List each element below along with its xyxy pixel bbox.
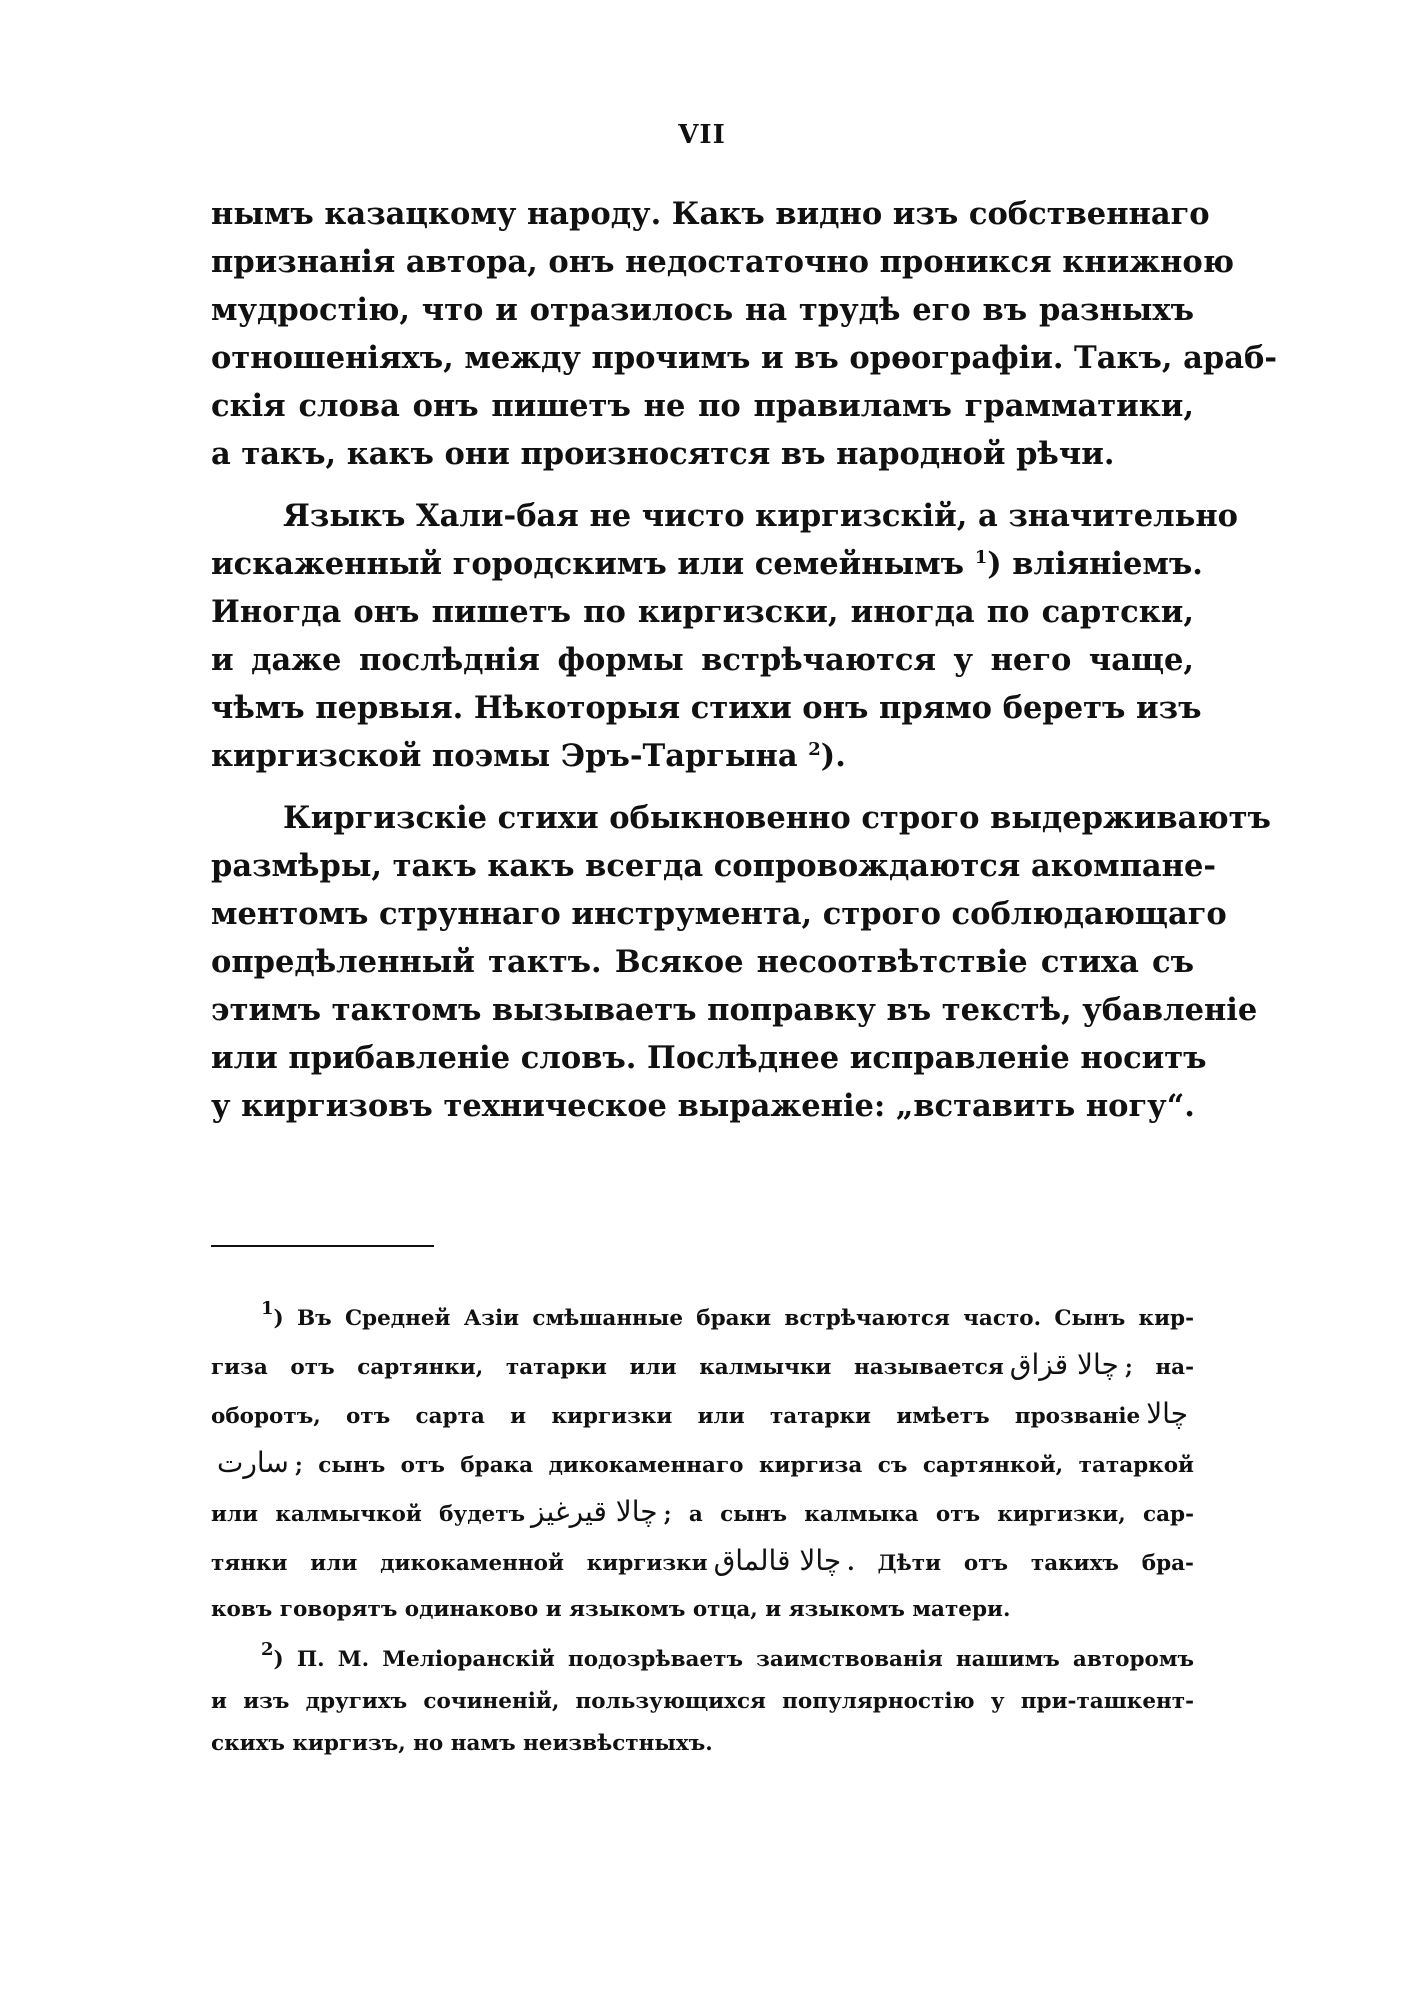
line-text: . Дѣти отъ такихъ бра- xyxy=(847,1551,1194,1576)
line-text: ). xyxy=(820,738,846,774)
paragraph-1 xyxy=(211,190,1278,478)
line-text: оборотъ, отъ сарта и киргизки или татарки имѣетъ прозваніе xyxy=(211,1404,1141,1429)
footnote-line xyxy=(211,1391,1194,1440)
text-line: размѣры, такъ какъ всегда сопровождаются акомпане- xyxy=(211,848,1217,884)
line-text: киргизской поэмы Эръ-Таргына xyxy=(211,738,809,774)
arabic-term: سارت xyxy=(217,1446,289,1479)
arabic-term: چالا xyxy=(1146,1397,1188,1430)
footnote-marker-2: 2 xyxy=(261,1639,274,1660)
arabic-term: چالا قالماق xyxy=(713,1544,842,1577)
arabic-term: چالا قیرغیز xyxy=(531,1495,658,1528)
footnote-line xyxy=(211,1440,1194,1489)
footnote-line: ковъ говорятъ одинаково и языкомъ отца, и языкомъ матери. xyxy=(211,1597,1011,1622)
footnote-line: и изъ другихъ сочиненій, пользующихся популярностію у при-ташкент- xyxy=(211,1689,1194,1714)
text-line: Языкъ Хали-бая не чисто киргизскій, а значительно xyxy=(283,498,1239,534)
text-line: чѣмъ первыя. Нѣкоторыя стихи онъ прямо беретъ изъ xyxy=(211,690,1202,726)
text-line: у киргизовъ техническое выраженіе: „вставить ногу“. xyxy=(211,1088,1195,1124)
text-line: отношеніяхъ, между прочимъ и въ орѳографіи. Такъ, араб- xyxy=(211,340,1278,376)
line-text: гиза отъ сартянки, татарки или калмычки называется xyxy=(211,1355,1004,1380)
text-line: скія слова онъ пишетъ не по правиламъ грамматики, xyxy=(211,388,1194,424)
line-text: ; на- xyxy=(1124,1355,1195,1380)
text-line: и даже послѣднія формы встрѣчаются у него чаще, xyxy=(211,642,1194,678)
page-number: VII xyxy=(678,120,726,150)
footnote-line xyxy=(211,1489,1194,1538)
text-line: опредѣленный тактъ. Всякое несоотвѣтствіе стиха съ xyxy=(211,944,1194,980)
footnote-separator xyxy=(211,1245,434,1247)
line-text: искаженный городскимъ или семейнымъ xyxy=(211,546,975,582)
text-line: Киргизскіе стихи обыкновенно строго выдерживаютъ xyxy=(283,800,1271,836)
line-text: ; сынъ отъ брака дикокаменнаго киргиза съ сартянкой, татаркой xyxy=(294,1453,1194,1478)
footnote-2 xyxy=(211,1639,1194,1765)
footnotes xyxy=(211,1296,1194,1765)
footnote-ref-1[interactable]: 1 xyxy=(974,547,988,568)
text-line: а такъ, какъ они произносятся въ народной рѣчи. xyxy=(211,436,1115,472)
footnote-line xyxy=(211,1296,1194,1342)
line-text: ) П. М. Меліоранскій подозрѣваетъ заимствованія нашимъ авторомъ xyxy=(273,1647,1194,1672)
line-text: тянки или дикокаменной киргизки xyxy=(211,1551,708,1576)
footnote-line xyxy=(211,1342,1194,1391)
footnote-line: скихъ киргизъ, но намъ неизвѣстныхъ. xyxy=(211,1731,713,1756)
line-text: ) вліяніемъ. xyxy=(987,546,1203,582)
text-line: Иногда онъ пишетъ по киргизски, иногда по сартски, xyxy=(211,594,1194,630)
text-line xyxy=(211,732,1194,780)
line-text: или калмычкой будетъ xyxy=(211,1502,526,1527)
text-line: или прибавленіе словъ. Послѣднее исправленіе носитъ xyxy=(211,1040,1207,1076)
line-text: ) Въ Средней Азіи смѣшанные браки встрѣчаются часто. Сынъ кир- xyxy=(273,1306,1194,1331)
footnote-line xyxy=(211,1538,1194,1587)
main-text xyxy=(211,190,1278,1130)
footnote-1 xyxy=(211,1296,1194,1633)
line-text: ; а сынъ калмыка отъ киргизки, сар- xyxy=(663,1502,1194,1527)
text-line: ментомъ струннаго инструмента, строго соблюдающаго xyxy=(211,896,1227,932)
text-line xyxy=(211,540,1203,588)
text-line: нымъ казацкому народу. Какъ видно изъ собственнаго xyxy=(211,196,1210,232)
text-line: этимъ тактомъ вызываетъ поправку въ текстѣ, убавленіе xyxy=(211,992,1258,1028)
footnote-marker-1: 1 xyxy=(261,1298,274,1319)
paragraph-2 xyxy=(211,492,1239,780)
paragraph-3 xyxy=(211,794,1271,1130)
footnote-ref-2[interactable]: 2 xyxy=(808,739,821,760)
footnote-line xyxy=(211,1639,1194,1681)
arabic-term: چالا قزاق xyxy=(1009,1348,1119,1381)
text-line: признанія автора, онъ недостаточно проникся книжною xyxy=(211,244,1234,280)
text-line: мудростію, что и отразилось на трудѣ его въ разныхъ xyxy=(211,292,1194,328)
